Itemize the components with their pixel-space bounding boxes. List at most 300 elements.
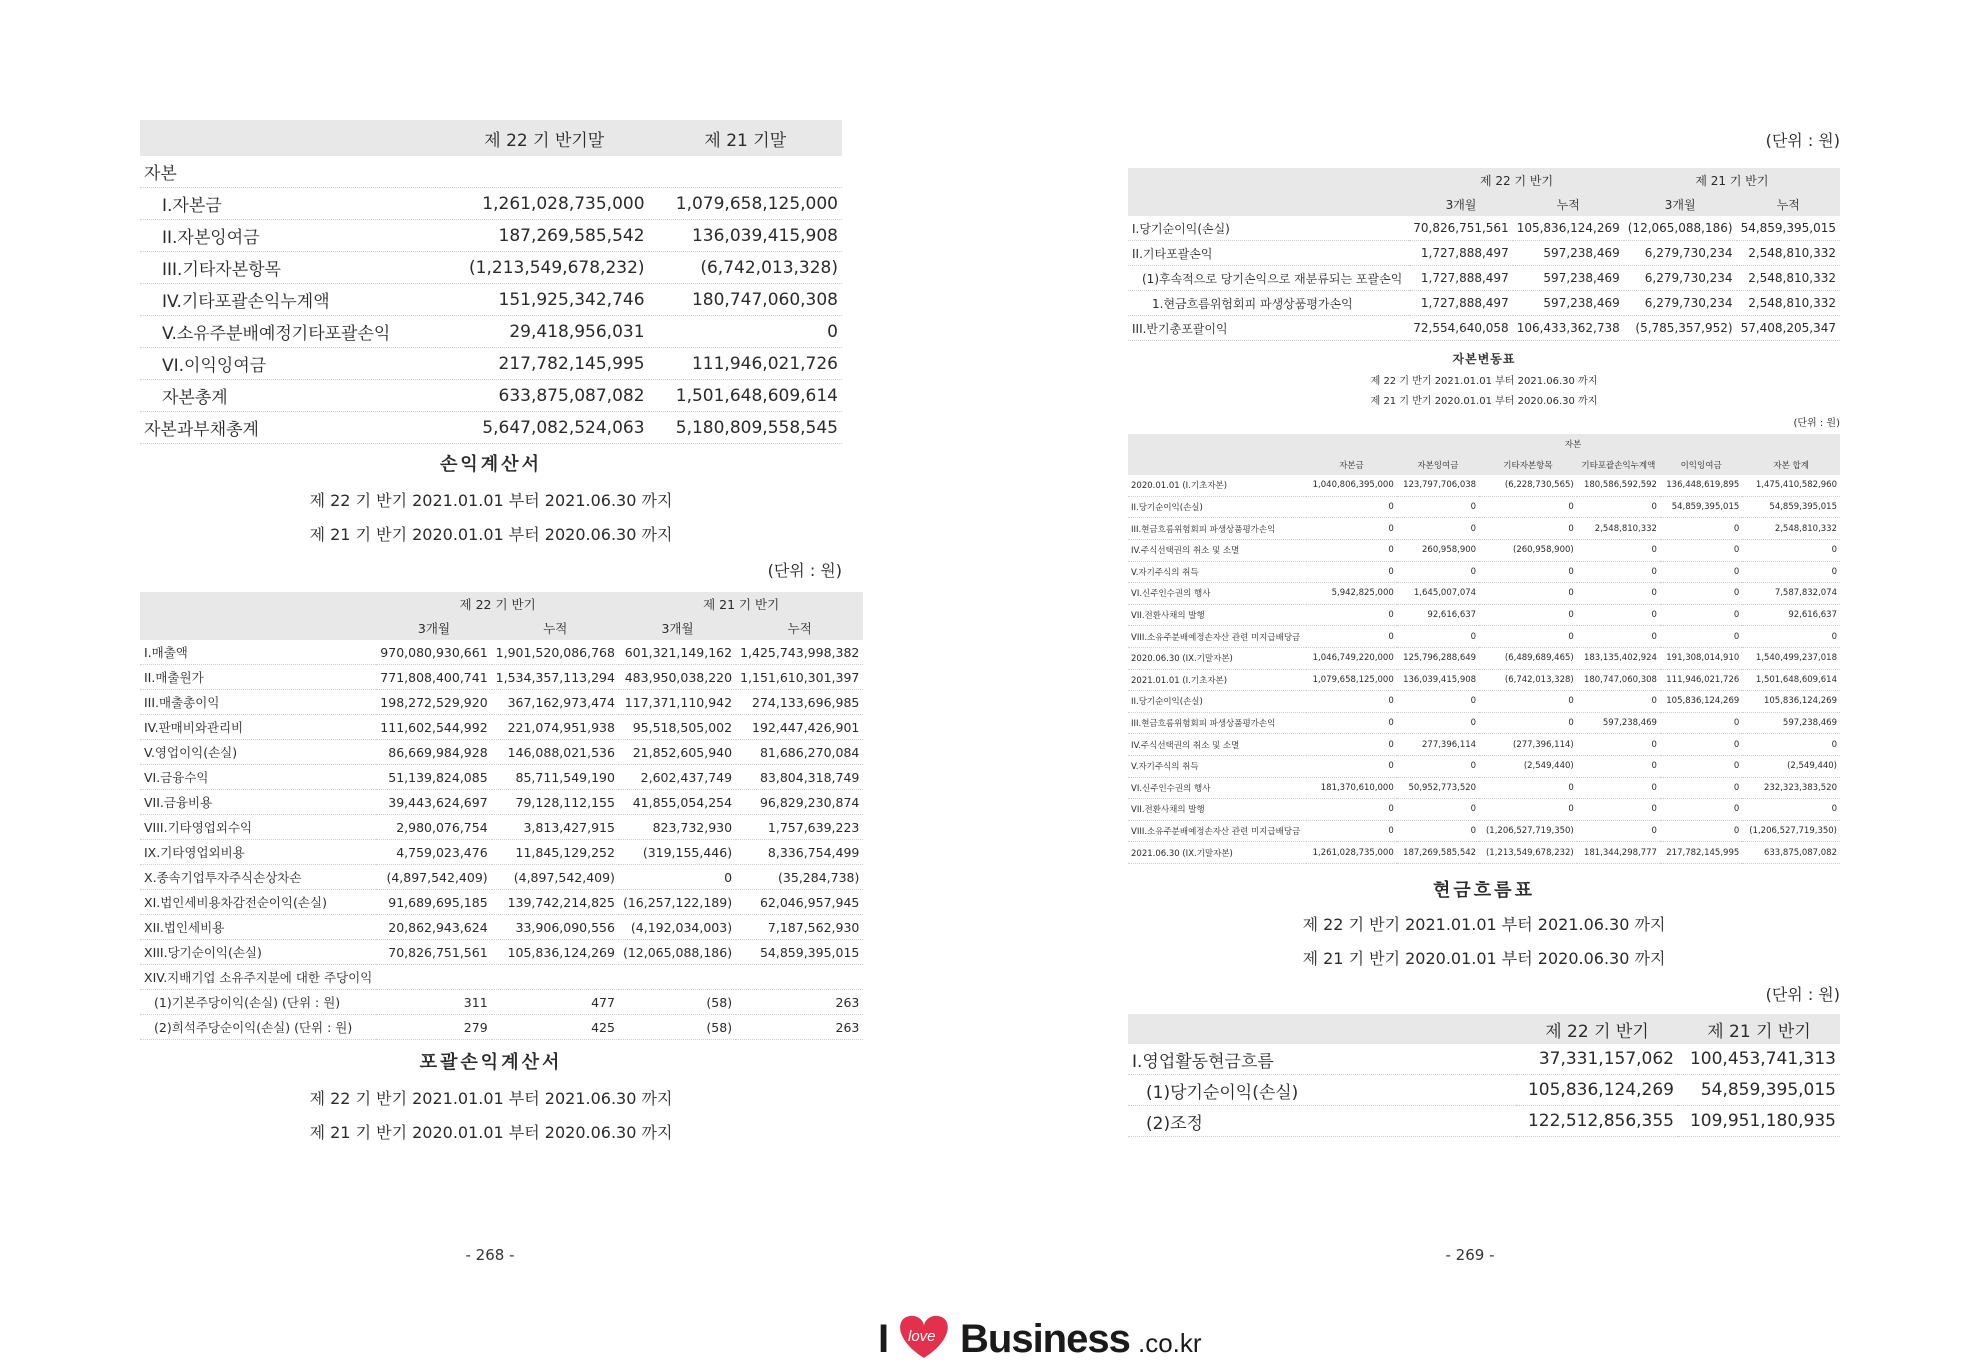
is-row-label: IV.판매비와관리비: [140, 715, 376, 740]
eq-row: [1128, 755, 1840, 777]
bs-row-label: 자본과부채총계: [140, 412, 440, 444]
bs-row: [140, 252, 842, 284]
eq-sub-header: 이익잉여금: [1680, 460, 1722, 471]
cf-cell: 109,951,180,935: [1678, 1106, 1840, 1137]
is-cell: 39,443,624,697: [376, 790, 491, 815]
ci-cell: 105,836,124,269: [1513, 216, 1624, 241]
is-cell: 33,906,090,556: [492, 915, 619, 940]
eq-cell: (2,549,440): [1742, 755, 1840, 777]
eq-cell: 180,586,592,592: [1577, 475, 1660, 496]
bs-row: [140, 380, 842, 412]
is-cell: 21,852,605,940: [619, 740, 736, 765]
page-number-right: - 269 -: [1445, 1246, 1495, 1264]
is-cell: (35,284,738): [736, 865, 863, 890]
bs-value-22: 217,782,145,995: [440, 348, 649, 380]
bs-row-label: 자본: [140, 156, 440, 188]
is-row-label: VIII.기타영업외수익: [140, 815, 376, 840]
is-cell: 105,836,124,269: [492, 940, 619, 965]
eq-cell: (1,206,527,719,350): [1742, 820, 1840, 842]
is-row-label: (1)기본주당이익(손실) (단위 : 원): [140, 990, 376, 1015]
is-row-label: XI.법인세비용차감전순이익(손실): [140, 890, 376, 915]
is-row: [140, 965, 863, 990]
eq-row-label: 2020.01.01 (I.기초자본): [1128, 475, 1306, 496]
eq-cell: 105,836,124,269: [1742, 691, 1840, 713]
ci-group-header-21: 제 21 기 반기: [1695, 173, 1769, 188]
eq-cell: 0: [1577, 496, 1660, 518]
is-cell: 823,732,930: [619, 815, 736, 840]
eq-cell: 0: [1577, 820, 1660, 842]
cf-cell: 37,331,157,062: [1516, 1044, 1678, 1075]
ci-cell: 2,548,810,332: [1737, 241, 1840, 266]
eq-cell: 0: [1397, 691, 1479, 713]
equity-period-21: 제 21 기 반기 2020.01.01 부터 2020.06.30 까지: [1370, 396, 1598, 407]
eq-cell: 0: [1742, 626, 1840, 648]
eq-cell: 187,269,585,542: [1397, 842, 1479, 864]
comprehensive-income-table: [1128, 168, 1840, 341]
is-cell: (58): [619, 1015, 736, 1040]
eq-row: [1128, 475, 1840, 496]
ci-row-label: II.기타포괄손익: [1128, 241, 1409, 266]
eq-sub-header: 자본금: [1339, 460, 1364, 471]
bs-value-21: 1,501,648,609,614: [649, 380, 842, 412]
eq-cell: 0: [1577, 799, 1660, 821]
eq-cell: 0: [1306, 626, 1397, 648]
eq-row: [1128, 842, 1840, 864]
eq-row-label: II.당기순이익(손실): [1128, 691, 1306, 713]
is-cell: 601,321,149,162: [619, 640, 736, 665]
ci-row-label: (1)후속적으로 당기손익으로 재분류되는 포괄손익: [1128, 266, 1409, 291]
bs-row: [140, 412, 842, 444]
bs-value-22: 29,418,956,031: [440, 316, 649, 348]
bs-row: [140, 188, 842, 220]
eq-cell: (1,213,549,678,232): [1479, 842, 1577, 864]
eq-cell: (6,228,730,565): [1479, 475, 1577, 496]
is-row: [140, 790, 863, 815]
ci-cell: 6,279,730,234: [1624, 266, 1737, 291]
eq-cell: 0: [1306, 539, 1397, 561]
eq-cell: 0: [1479, 561, 1577, 583]
equity-unit: (단위 : 원): [1793, 418, 1840, 429]
eq-cell: 0: [1577, 777, 1660, 799]
eq-cell: 0: [1479, 777, 1577, 799]
eq-cell: 125,796,288,649: [1397, 647, 1479, 669]
eq-cell: 0: [1479, 626, 1577, 648]
bs-value-22: [440, 156, 649, 188]
eq-row: [1128, 496, 1840, 518]
is-row-label: II.매출원가: [140, 665, 376, 690]
eq-cell: 0: [1306, 604, 1397, 626]
is-row-label: VI.금융수익: [140, 765, 376, 790]
bs-row-label: VI.이익잉여금: [140, 348, 440, 380]
eq-cell: (2,549,440): [1479, 755, 1577, 777]
ci-cell: 72,554,640,058: [1409, 316, 1512, 341]
eq-row: [1128, 561, 1840, 583]
eq-cell: 1,540,499,237,018: [1742, 647, 1840, 669]
eq-cell: 0: [1660, 583, 1742, 605]
eq-cell: 181,344,298,777: [1577, 842, 1660, 864]
eq-row: [1128, 799, 1840, 821]
eq-row: [1128, 583, 1840, 605]
eq-row: [1128, 712, 1840, 734]
eq-cell: 0: [1479, 604, 1577, 626]
ci-cell: 597,238,469: [1513, 241, 1624, 266]
bs-row-label: IV.기타포괄손익누계액: [140, 284, 440, 316]
bs-row-label: V.소유주분배예정기타포괄손익: [140, 316, 440, 348]
is-row: [140, 765, 863, 790]
eq-cell: 92,616,637: [1397, 604, 1479, 626]
cf-header-blank: [1128, 1014, 1516, 1044]
bs-value-21: (6,742,013,328): [649, 252, 842, 284]
is-row: [140, 665, 863, 690]
bs-row: [140, 348, 842, 380]
is-cell: 1,534,357,113,294: [492, 665, 619, 690]
logo-business: Business: [960, 1317, 1130, 1361]
ci-row: [1128, 266, 1840, 291]
ci-cell: 597,238,469: [1513, 266, 1624, 291]
eq-cell: 0: [1577, 583, 1660, 605]
bs-value-22: 633,875,087,082: [440, 380, 649, 412]
eq-cell: 0: [1577, 755, 1660, 777]
ci-cell: 597,238,469: [1513, 291, 1624, 316]
ci-sub-header: 3개월: [1664, 197, 1696, 212]
is-cell: 1,425,743,998,382: [736, 640, 863, 665]
eq-cell: 260,958,900: [1397, 539, 1479, 561]
eq-row: [1128, 734, 1840, 756]
is-cell: 11,845,129,252: [492, 840, 619, 865]
is-cell: 62,046,957,945: [736, 890, 863, 915]
eq-sub-header: 기타포괄손익누계액: [1581, 460, 1656, 471]
is-row: [140, 940, 863, 965]
is-row-label: XII.법인세비용: [140, 915, 376, 940]
ci-group-header-22: 제 22 기 반기: [1479, 173, 1554, 188]
ci-cell: 70,826,751,561: [1409, 216, 1512, 241]
eq-cell: 0: [1306, 799, 1397, 821]
is-cell: 221,074,951,938: [492, 715, 619, 740]
income-statement-title: 손익계산서: [440, 454, 542, 475]
is-cell: (4,192,034,003): [619, 915, 736, 940]
cf-row: [1128, 1075, 1840, 1106]
is-cell: 117,371,110,942: [619, 690, 736, 715]
page-number-left: - 268 -: [465, 1246, 515, 1264]
bs-row: [140, 220, 842, 252]
cashflow-table: [1128, 1014, 1840, 1137]
eq-row-label: VI.신주인수권의 행사: [1128, 777, 1306, 799]
eq-cell: 1,645,007,074: [1397, 583, 1479, 605]
eq-cell: 111,946,021,726: [1660, 669, 1742, 691]
eq-cell: 0: [1660, 777, 1742, 799]
eq-cell: 0: [1306, 561, 1397, 583]
is-cell: 1,901,520,086,768: [492, 640, 619, 665]
eq-cell: (6,742,013,328): [1479, 669, 1577, 691]
is-row-label: X.종속기업투자주식손상차손: [140, 865, 376, 890]
eq-cell: 597,238,469: [1577, 712, 1660, 734]
bs-header-blank: [140, 120, 440, 156]
eq-cell: 0: [1660, 712, 1742, 734]
is-cell: 771,808,400,741: [376, 665, 491, 690]
eq-cell: 1,046,749,220,000: [1306, 647, 1397, 669]
eq-cell: 0: [1742, 799, 1840, 821]
is-cell: 1,757,639,223: [736, 815, 863, 840]
is-cell: (4,897,542,409): [376, 865, 491, 890]
right-page: [990, 0, 1980, 1369]
cashflow-unit: (단위 : 원): [1765, 985, 1840, 1004]
eq-row-label: III.현금흐름위험회피 파생상품평가손익: [1128, 712, 1306, 734]
eq-cell: 191,308,014,910: [1660, 647, 1742, 669]
is-sub-header: 3개월: [661, 621, 694, 636]
eq-cell: 0: [1479, 496, 1577, 518]
is-cell: 3,813,427,915: [492, 815, 619, 840]
eq-cell: 0: [1577, 691, 1660, 713]
bs-value-21: 136,039,415,908: [649, 220, 842, 252]
eq-cell: 1,040,806,395,000: [1306, 475, 1397, 496]
eq-row-label: II.당기순이익(손실): [1128, 496, 1306, 518]
eq-cell: 0: [1577, 604, 1660, 626]
eq-cell: 105,836,124,269: [1660, 691, 1742, 713]
eq-sub-header: 자본잉여금: [1417, 460, 1459, 471]
bs-row: [140, 284, 842, 316]
bs-row-label: I.자본금: [140, 188, 440, 220]
ci-row: [1128, 316, 1840, 341]
is-cell: 483,950,038,220: [619, 665, 736, 690]
eq-cell: 1,501,648,609,614: [1742, 669, 1840, 691]
bs-row-label: III.기타자본항목: [140, 252, 440, 284]
eq-cell: 0: [1660, 734, 1742, 756]
ci-row: [1128, 241, 1840, 266]
income-unit: (단위 : 원): [767, 561, 842, 580]
bs-row-label: II.자본잉여금: [140, 220, 440, 252]
eq-cell: 597,238,469: [1742, 712, 1840, 734]
is-cell: [619, 965, 736, 990]
cf-cell: 122,512,856,355: [1516, 1106, 1678, 1137]
is-cell: 41,855,054,254: [619, 790, 736, 815]
ci-cell: 1,727,888,497: [1409, 291, 1512, 316]
bs-row: [140, 156, 842, 188]
is-cell: 1,151,610,301,397: [736, 665, 863, 690]
is-row-label: (2)희석주당순이익(손실) (단위 : 원): [140, 1015, 376, 1040]
eq-cell: 0: [1306, 496, 1397, 518]
is-sub-header: 누적: [543, 621, 568, 636]
income-period-22: 제 22 기 반기 2021.01.01 부터 2021.06.30 까지: [309, 491, 673, 510]
ci-cell: 6,279,730,234: [1624, 241, 1737, 266]
eq-row-label: IV.주식선택권의 취소 및 소멸: [1128, 539, 1306, 561]
is-cell: 970,080,930,661: [376, 640, 491, 665]
is-cell: 54,859,395,015: [736, 940, 863, 965]
is-cell: 2,980,076,754: [376, 815, 491, 840]
eq-row: [1128, 777, 1840, 799]
equity-period-22: 제 22 기 반기 2021.01.01 부터 2021.06.30 까지: [1370, 376, 1598, 387]
eq-cell: 0: [1479, 518, 1577, 540]
is-cell: (58): [619, 990, 736, 1015]
is-group-header-21: 제 21 기 반기: [703, 597, 780, 612]
cf-row-label: I.영업활동현금흐름: [1128, 1044, 1516, 1075]
eq-cell: 2,548,810,332: [1577, 518, 1660, 540]
is-cell: 146,088,021,536: [492, 740, 619, 765]
is-cell: 279: [376, 1015, 491, 1040]
is-cell: 263: [736, 990, 863, 1015]
is-row: [140, 865, 863, 890]
eq-row-label: IV.주식선택권의 취소 및 소멸: [1128, 734, 1306, 756]
is-cell: 425: [492, 1015, 619, 1040]
eq-cell: 1,261,028,735,000: [1306, 842, 1397, 864]
is-cell: (4,897,542,409): [492, 865, 619, 890]
eq-header-blank: [1128, 434, 1306, 475]
eq-row-label: VII.전환사채의 발행: [1128, 799, 1306, 821]
eq-cell: 0: [1479, 583, 1577, 605]
is-cell: 263: [736, 1015, 863, 1040]
is-cell: 274,133,696,985: [736, 690, 863, 715]
bs-value-22: 151,925,342,746: [440, 284, 649, 316]
is-cell: 2,602,437,749: [619, 765, 736, 790]
eq-cell: 0: [1479, 799, 1577, 821]
bs-value-21: 1,079,658,125,000: [649, 188, 842, 220]
eq-cell: 136,039,415,908: [1397, 669, 1479, 691]
eq-cell: 0: [1742, 734, 1840, 756]
eq-row: [1128, 820, 1840, 842]
eq-cell: 0: [1742, 561, 1840, 583]
eq-row: [1128, 691, 1840, 713]
is-cell: [736, 965, 863, 990]
eq-row-label: V.자기주식의 취득: [1128, 561, 1306, 583]
eq-cell: 0: [1306, 755, 1397, 777]
ci-row-label: III.반기총포괄이익: [1128, 316, 1409, 341]
is-cell: 8,336,754,499: [736, 840, 863, 865]
cf-row: [1128, 1106, 1840, 1137]
eq-row-label: V.자기주식의 취득: [1128, 755, 1306, 777]
is-cell: 85,711,549,190: [492, 765, 619, 790]
cf-cell: 105,836,124,269: [1516, 1075, 1678, 1106]
eq-cell: 0: [1306, 820, 1397, 842]
eq-cell: 0: [1660, 561, 1742, 583]
is-cell: 95,518,505,002: [619, 715, 736, 740]
eq-row: [1128, 518, 1840, 540]
is-row: [140, 990, 863, 1015]
logo-love: love: [908, 1328, 936, 1345]
is-row-label: VII.금융비용: [140, 790, 376, 815]
eq-cell: 1,079,658,125,000: [1306, 669, 1397, 691]
eq-row: [1128, 647, 1840, 669]
cashflow-title: 현금흐름표: [1433, 880, 1535, 901]
is-cell: 311: [376, 990, 491, 1015]
eq-row-label: 2021.06.30 (IX.기말자본): [1128, 842, 1306, 864]
ci-cell: 106,433,362,738: [1513, 316, 1624, 341]
cf-row-label: (1)당기순이익(손실): [1128, 1075, 1516, 1106]
is-row-label: XIV.지배기업 소유주지분에 대한 주당이익: [140, 965, 376, 990]
is-cell: 20,862,943,624: [376, 915, 491, 940]
eq-cell: 0: [1660, 518, 1742, 540]
is-row: [140, 690, 863, 715]
eq-cell: 54,859,395,015: [1660, 496, 1742, 518]
is-cell: 79,128,112,155: [492, 790, 619, 815]
is-cell: 51,139,824,085: [376, 765, 491, 790]
eq-row-label: 2020.06.30 (IX.기말자본): [1128, 647, 1306, 669]
bs-value-22: 5,647,082,524,063: [440, 412, 649, 444]
is-cell: 0: [619, 865, 736, 890]
ci-cell: 54,859,395,015: [1737, 216, 1840, 241]
eq-row-label: 2021.01.01 (I.기초자본): [1128, 669, 1306, 691]
eq-group-header: 자본: [1564, 440, 1582, 451]
is-sub-header: 3개월: [417, 621, 451, 636]
is-group-header-22: 제 22 기 반기: [459, 597, 536, 612]
eq-cell: 0: [1397, 496, 1479, 518]
eq-cell: 1,475,410,582,960: [1742, 475, 1840, 496]
eq-cell: 217,782,145,995: [1660, 842, 1742, 864]
ilovebusiness-logo: [876, 1308, 1212, 1364]
eq-cell: 0: [1660, 755, 1742, 777]
eq-cell: 123,797,706,038: [1397, 475, 1479, 496]
comprehensive-title: 포괄손익계산서: [419, 1052, 563, 1073]
eq-row: [1128, 669, 1840, 691]
income-statement-table: [140, 592, 863, 1040]
income-period-21: 제 21 기 반기 2020.01.01 부터 2020.06.30 까지: [309, 525, 673, 544]
is-cell: 86,669,984,928: [376, 740, 491, 765]
balance-sheet-equity-table: [140, 120, 842, 444]
is-cell: 83,804,318,749: [736, 765, 863, 790]
ci-cell: (5,785,357,952): [1624, 316, 1737, 341]
cashflow-period-21: 제 21 기 반기 2020.01.01 부터 2020.06.30 까지: [1302, 949, 1666, 968]
is-row-label: XIII.당기순이익(손실): [140, 940, 376, 965]
ci-row-label: 1.현금흐름위험회피 파생상품평가손익: [1128, 291, 1409, 316]
eq-cell: 0: [1397, 712, 1479, 734]
comprehensive-unit: (단위 : 원): [1765, 131, 1840, 150]
eq-cell: 0: [1397, 626, 1479, 648]
eq-cell: 0: [1306, 518, 1397, 540]
is-cell: 111,602,544,992: [376, 715, 491, 740]
is-row: [140, 1015, 863, 1040]
eq-cell: 0: [1306, 712, 1397, 734]
cf-header-22: 제 22 기 반기: [1545, 1021, 1649, 1042]
eq-cell: 0: [1306, 734, 1397, 756]
ci-cell: (12,065,088,186): [1624, 216, 1737, 241]
eq-cell: 0: [1397, 518, 1479, 540]
ci-sub-header: 누적: [1776, 197, 1800, 212]
eq-cell: 0: [1306, 691, 1397, 713]
is-row-label: V.영업이익(손실): [140, 740, 376, 765]
eq-cell: 232,323,383,520: [1742, 777, 1840, 799]
is-cell: 4,759,023,476: [376, 840, 491, 865]
is-row: [140, 715, 863, 740]
eq-cell: 0: [1660, 626, 1742, 648]
eq-row-label: III.현금흐름위험회피 파생상품평가손익: [1128, 518, 1306, 540]
is-row: [140, 915, 863, 940]
bs-value-22: (1,213,549,678,232): [440, 252, 649, 284]
eq-cell: (277,396,114): [1479, 734, 1577, 756]
eq-cell: 0: [1479, 691, 1577, 713]
eq-sub-header: 자본 합계: [1773, 460, 1809, 471]
equity-title: 자본변동표: [1452, 352, 1516, 366]
is-cell: [492, 965, 619, 990]
is-cell: 139,742,214,825: [492, 890, 619, 915]
comprehensive-period-21: 제 21 기 반기 2020.01.01 부터 2020.06.30 까지: [309, 1123, 673, 1142]
is-row: [140, 740, 863, 765]
eq-cell: 0: [1660, 604, 1742, 626]
eq-cell: 0: [1577, 539, 1660, 561]
is-row: [140, 890, 863, 915]
cf-cell: 100,453,741,313: [1678, 1044, 1840, 1075]
eq-row-label: VIII.소유주분배예정손자산 관련 미지급배당금: [1128, 820, 1306, 842]
ci-cell: 2,548,810,332: [1737, 266, 1840, 291]
bs-value-21: [649, 156, 842, 188]
bs-value-22: 1,261,028,735,000: [440, 188, 649, 220]
eq-cell: (260,958,900): [1479, 539, 1577, 561]
ci-row: [1128, 216, 1840, 241]
ci-sub-header: 누적: [1556, 197, 1580, 212]
eq-cell: 7,587,832,074: [1742, 583, 1840, 605]
is-row-label: IX.기타영업외비용: [140, 840, 376, 865]
is-cell: 477: [492, 990, 619, 1015]
eq-cell: 0: [1660, 799, 1742, 821]
eq-cell: 92,616,637: [1742, 604, 1840, 626]
is-cell: (16,257,122,189): [619, 890, 736, 915]
